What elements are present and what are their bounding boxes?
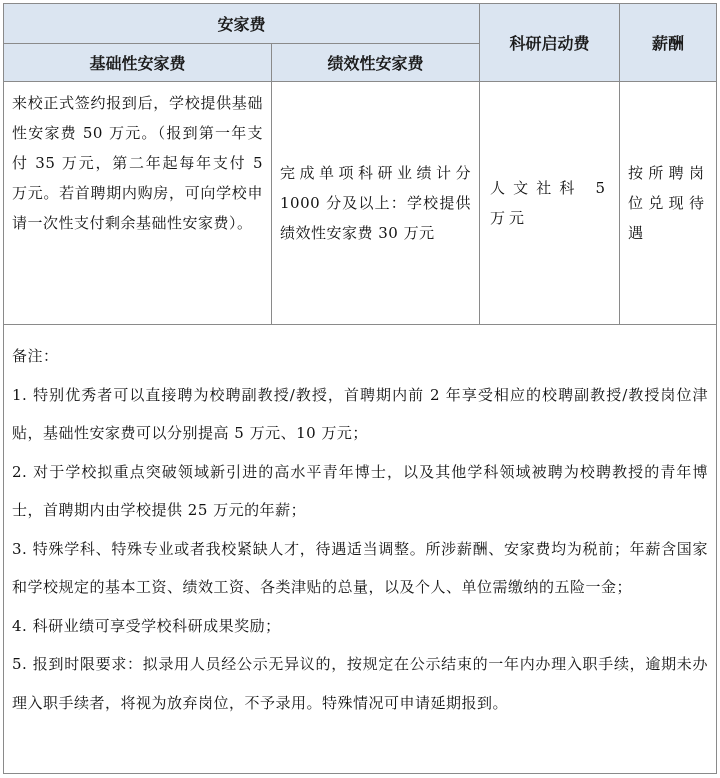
cell-performance-settlement [272, 82, 480, 325]
header-salary-label: 薪酬 [651, 34, 684, 53]
header-base-settlement-label: 基础性安家费 [89, 54, 186, 73]
header-salary [620, 4, 716, 82]
note-item: 5. 报到时限要求：拟录用人员经公示无异议的，按规定在公示结束的一年内办理入职手续，逾期未办理入职手续者，将视为放弃岗位，不予录用。特殊情况可申请延期报到。 [12, 655, 708, 712]
header-performance-settlement [272, 44, 480, 82]
notes-title: 备注： [12, 347, 59, 365]
research-startup-text: 人文社科 5 万元 [490, 179, 609, 227]
header-performance-settlement-label: 绩效性安家费 [327, 54, 424, 73]
notes-section [4, 325, 716, 722]
header-settlement [4, 4, 480, 44]
header-research-startup [480, 4, 620, 82]
salary-text: 按所聘岗位兑现待遇 [628, 164, 708, 242]
header-research-startup-label: 科研启动费 [509, 34, 590, 53]
header-settlement-label: 安家费 [217, 15, 266, 34]
note-item: 3. 特殊学科、特殊专业或者我校紧缺人才，待遇适当调整。所涉薪酬、安家费均为税前；年薪含国家和学校规定的基本工资、绩效工资、各类津贴的总量，以及个人、单位需缴纳的五险一金； [12, 539, 708, 596]
benefits-table [3, 3, 717, 774]
base-settlement-text: 来校正式签约报到后，学校提供基础性安家费 50 万元。（报到第一年支付 35 万元，第二年起每年支付 5 万元。若首聘期内购房，可向学校申请一次性支付剩余基础性安家费）。 [12, 94, 263, 232]
header-base-settlement [4, 44, 272, 82]
performance-settlement-text: 完成单项科研业绩计分 1000 分及以上：学校提供绩效性安家费 30 万元 [280, 164, 471, 242]
note-item: 1. 特别优秀者可以直接聘为校聘副教授/教授，首聘期内前 2 年享受相应的校聘副教授/教授岗位津贴，基础性安家费可以分别提高 5 万元、10 万元； [12, 385, 708, 442]
note-item: 4. 科研业绩可享受学校科研成果奖励； [12, 616, 281, 635]
cell-salary [620, 82, 716, 325]
cell-base-settlement [4, 82, 272, 325]
cell-research-startup [480, 82, 620, 325]
note-item: 2. 对于学校拟重点突破领域新引进的高水平青年博士，以及其他学科领域被聘为校聘教授的青年博士，首聘期内由学校提供 25 万元的年薪； [12, 462, 708, 519]
